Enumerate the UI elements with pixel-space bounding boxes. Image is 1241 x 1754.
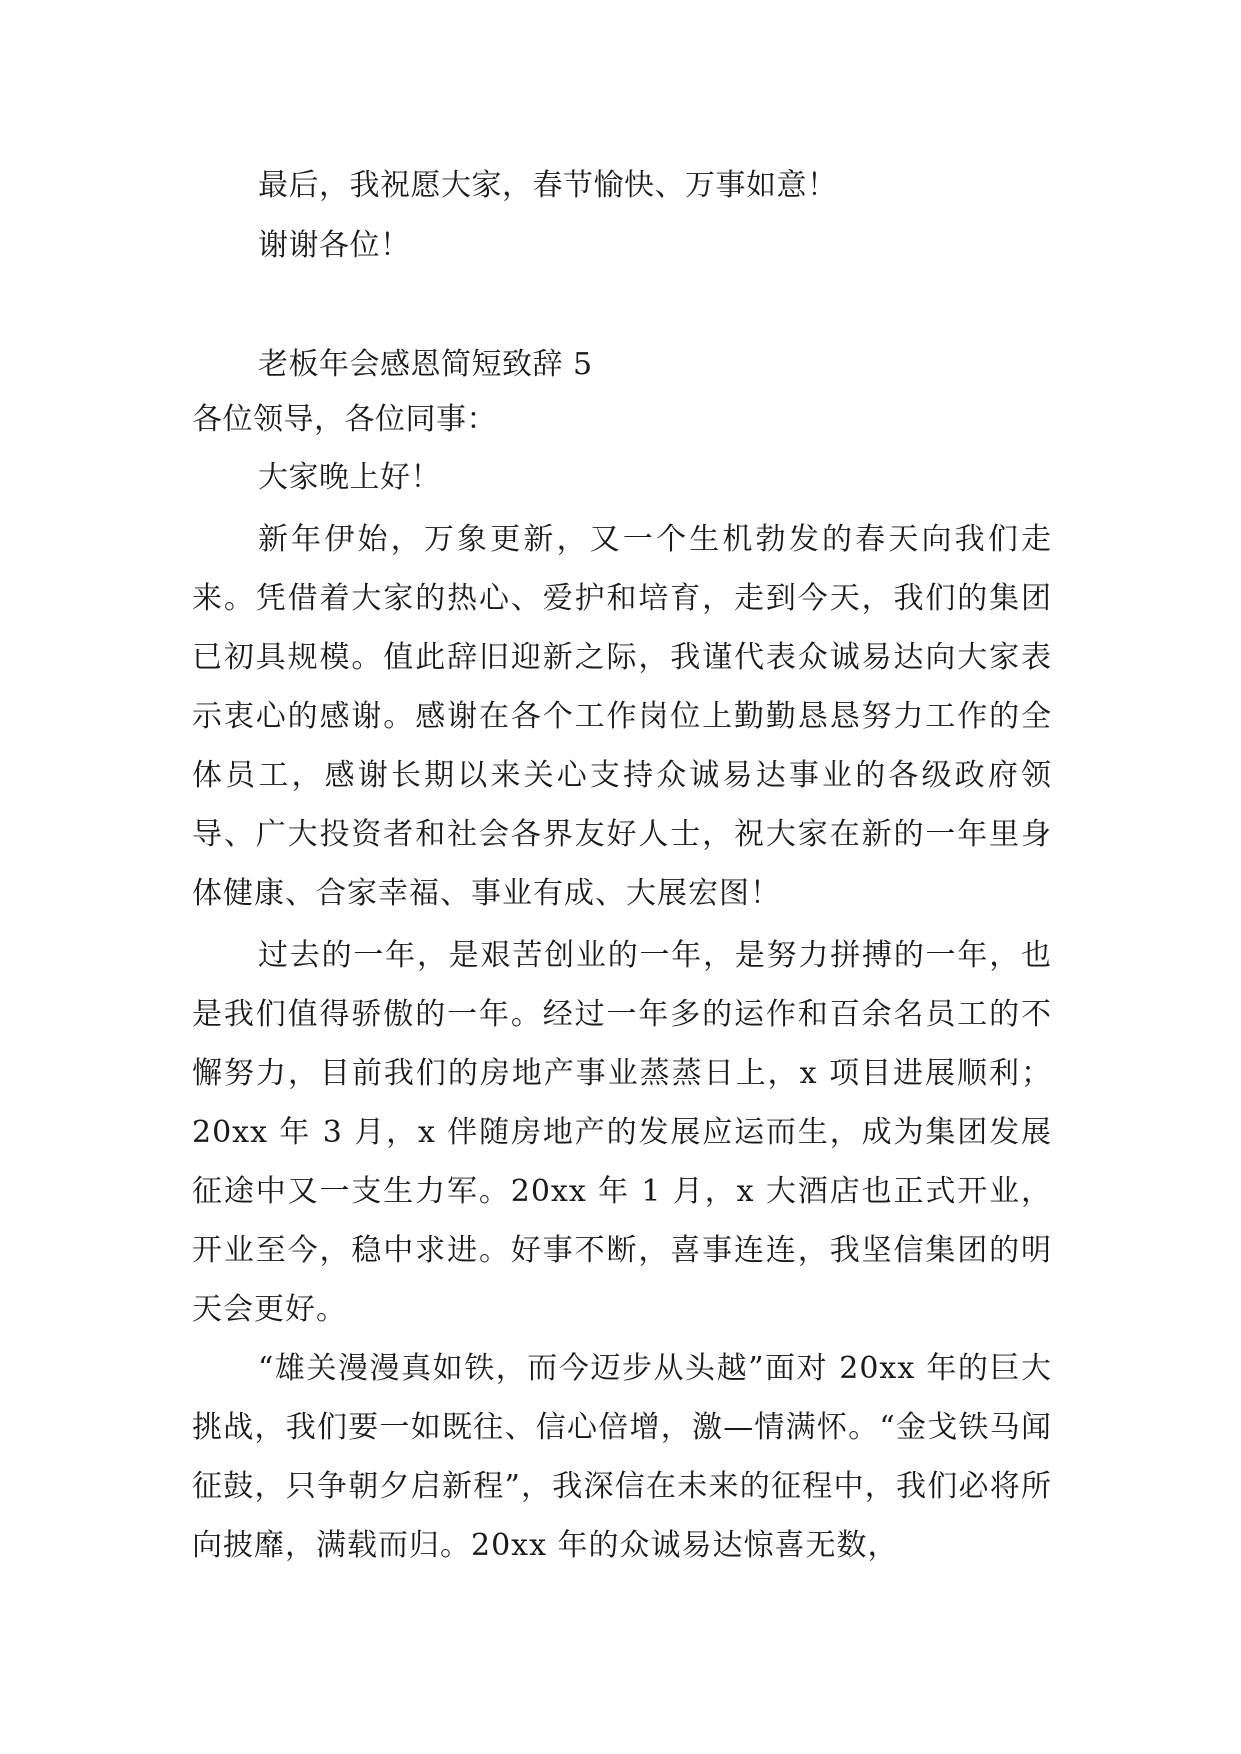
- salutation: 各位领导，各位同事：: [192, 402, 497, 437]
- body-paragraph-1: 新年伊始，万象更新，又一个生机勃发的春天向我们走来。凭借着大家的热心、爱护和培育，走到今天，我们的集团已初具规模。值此辞旧迎新之际，我谨代表众诚易达向大家表示衷心的感谢。感谢在各个工作岗位上勤勤恳恳努力工作的全体员工，感谢长期以来关心支持众诚易达事业的各级政府领导、广大投资者和社会各界友好人士，祝大家在新的一年里身体健康、合家幸福、事业有成、大展宏图！: [192, 522, 1052, 911]
- closing-wish: 最后，我祝愿大家，春节愉快、万事如意！: [258, 168, 838, 203]
- section-title: 老板年会感恩简短致辞 5: [258, 347, 593, 382]
- greeting: 大家晚上好！: [258, 460, 441, 495]
- closing-thanks: 谢谢各位！: [258, 228, 411, 263]
- body-paragraph-3: “雄关漫漫真如铁，而今迈步从头越”面对 20xx 年的巨大挑战，我们要一如既往、信心倍增，激—情满怀。“金戈铁马闻征鼓，只争朝夕启新程”，我深信在未来的征程中，我们必将所向披靡，满载而归。20xx 年的众诚易达惊喜无数，: [192, 1351, 1052, 1563]
- body-paragraph-2: 过去的一年，是艰苦创业的一年，是努力拼搏的一年，也是我们值得骄傲的一年。经过一年多的运作和百余名员工的不懈努力，目前我们的房地产事业蒸蒸日上，x 项目进展顺利；20xx 年 3 月，x 伴随房地产的发展应运而生，成为集团发展征途中又一支生力军。20xx 年 1 月，x 大酒店也正式开业，开业至今，稳中求进。好事不断，喜事连连，我坚信集团的明天会更好。: [192, 938, 1052, 1327]
